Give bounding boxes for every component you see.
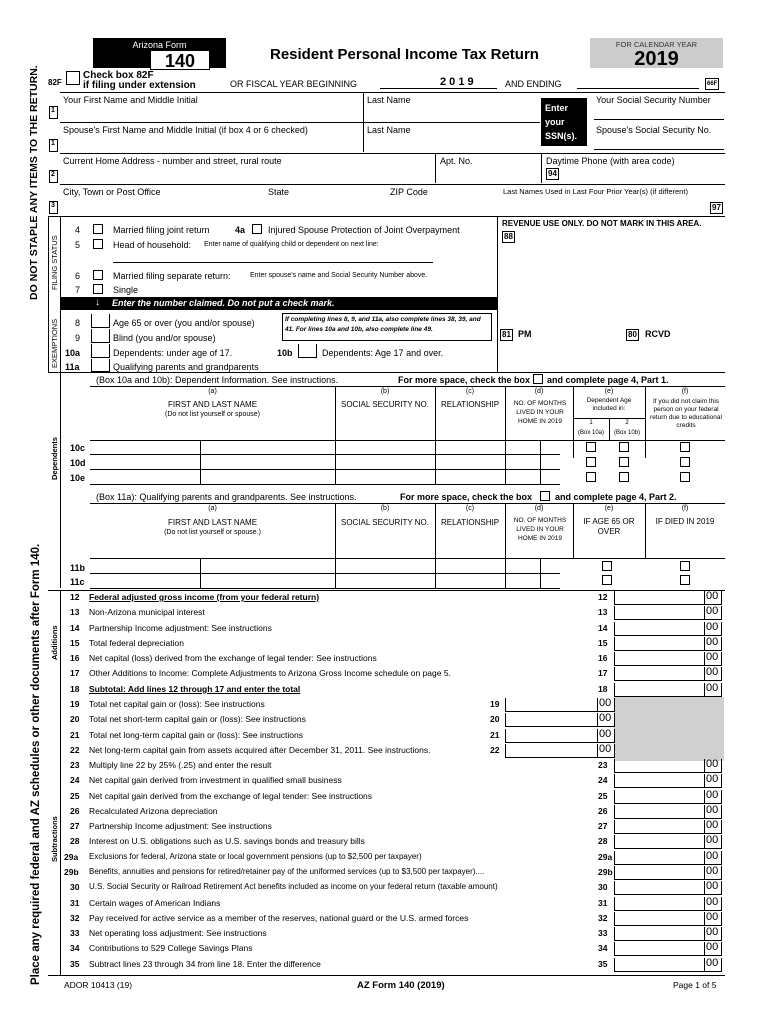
line-35-text: Subtract lines 23 through 34 from line 18. Enter the difference <box>89 958 321 969</box>
married-joint-checkbox[interactable] <box>93 224 103 234</box>
exemption-note: If completing lines 8, 9, and 11a, also complete lines 38, 39, and 41. For lines 10a and 10b, also complete line 49. <box>285 316 481 333</box>
parents-info: (Box 11a): Qualifying parents and grandparents. See instructions. <box>96 492 357 502</box>
line-21-box-num: 21 <box>490 729 500 740</box>
line-20-box-num: 20 <box>490 714 500 725</box>
par-col-a-sub: (Do not list yourself or spouse.) <box>164 529 261 536</box>
line-8-text: Age 65 or over (you and/or spouse) <box>113 318 255 328</box>
dep-col-b: (b) <box>380 388 390 395</box>
line-4-num: 4 <box>75 225 81 235</box>
line-29a-cents: 00 <box>706 849 719 862</box>
line-34-text: Contributions to 529 College Savings Plans <box>89 943 253 954</box>
rcvd-label: RCVD <box>645 329 671 339</box>
par-col-f-title: IF DIED IN 2019 <box>655 517 715 526</box>
line-12-num: 12 <box>70 592 80 602</box>
arrow-down-icon: ↓ <box>95 297 100 308</box>
par-11b-f-checkbox[interactable] <box>680 561 690 571</box>
dep-row-10d: 10d <box>70 458 86 468</box>
line-25-num: 25 <box>70 790 80 801</box>
line-32-box-num: 32 <box>598 912 608 923</box>
dep-row-10e: 10e <box>70 473 86 483</box>
dep-col-f: (f) <box>681 388 689 395</box>
dep-col-d-title: NO. OF MONTHS LIVED IN YOUR HOME IN 2019 <box>513 400 567 425</box>
extension-label-2: if filing under extension <box>83 80 196 91</box>
line-30-text: U.S. Social Security or Railroad Retirement Act benefits included as income on your federal return (taxable amount) <box>89 882 498 892</box>
par-11b-e-checkbox[interactable] <box>602 561 612 571</box>
dependents-info: (Box 10a and 10b): Dependent Information. See instructions. <box>96 375 339 385</box>
line-23-box-num: 23 <box>598 760 608 771</box>
fiscal-end-field[interactable] <box>577 77 699 89</box>
dep-col-a-sub: (Do not list yourself or spouse) <box>165 411 260 418</box>
line-25-text: Net capital gain derived from the exchange of legal tender: See instructions <box>89 790 373 801</box>
fiscal-begin-field[interactable] <box>380 77 497 89</box>
line-3-label: 3 <box>51 202 55 209</box>
line-10a-text: Dependents: under age of 17. <box>113 348 233 358</box>
line-34-num: 34 <box>70 943 80 954</box>
line-24-text: Net capital gain derived from investment in qualified small business <box>89 775 342 786</box>
dep-10d-f-checkbox[interactable] <box>680 457 690 467</box>
dep-10d-e2-checkbox[interactable] <box>619 457 629 467</box>
line-19-cents: 00 <box>599 696 612 709</box>
par-col-a: (a) <box>208 505 217 512</box>
dep-10e-e2-checkbox[interactable] <box>619 472 629 482</box>
line-1-spouse-label: 1 <box>51 140 55 147</box>
line-14-num: 14 <box>70 622 80 633</box>
margin-instruction: Place any required federal and AZ schedules or other documents after Form 140. <box>30 543 42 985</box>
extension-label: Check box 82F <box>83 70 154 81</box>
line-13-text: Non-Arizona municipal interest <box>89 607 205 618</box>
line-27-box-num: 27 <box>598 821 608 832</box>
apt-label: Apt. No. <box>440 156 473 166</box>
line-35-box-num: 35 <box>598 958 608 969</box>
line-28-text: Interest on U.S. obligations such as U.S. savings bonds and treasury bills <box>89 836 365 847</box>
par-col-f: (f) <box>681 505 689 512</box>
line-16-cents: 00 <box>706 651 719 664</box>
line-15-box-num: 15 <box>598 637 608 648</box>
line-15-num: 15 <box>70 637 80 648</box>
line-23-cents: 00 <box>706 758 719 771</box>
line-31-cents: 00 <box>706 895 719 908</box>
line-17-box-num: 17 <box>598 668 608 679</box>
line-18-cents: 00 <box>706 681 719 694</box>
calendar-year: 2019 <box>634 48 679 70</box>
dep-row-10c: 10c <box>70 443 86 453</box>
line-21-text: Total net long-term capital gain or (loss): See instructions <box>89 729 304 740</box>
line-22-text: Net long-term capital gain from assets acquired after December 31, 2011. See instructions. <box>89 744 431 755</box>
line-27-num: 27 <box>70 821 80 832</box>
line-33-text: Net operating loss adjustment: See instructions <box>89 928 267 939</box>
parents-more: For more space, check the box <box>400 492 533 502</box>
calendar-label: FOR CALENDAR YEAR <box>615 40 698 49</box>
line-27-cents: 00 <box>706 819 719 832</box>
box82-code: 82F <box>48 78 62 87</box>
revenue-notice: REVENUE USE ONLY. DO NOT MARK IN THIS AREA. <box>502 219 702 228</box>
line-17-num: 17 <box>70 668 80 679</box>
line-10b-text: Dependents: Age 17 and over. <box>322 348 444 358</box>
par-col-e-title: IF AGE 65 OR OVER <box>583 517 635 536</box>
line-22-num: 22 <box>70 744 80 755</box>
line-29b-box-num: 29b <box>598 867 613 878</box>
state-label: State <box>268 187 290 197</box>
dep-col-a-title: FIRST AND LAST NAME <box>167 400 258 409</box>
dep-col-b-title: SOCIAL SECURITY NO. <box>340 400 430 409</box>
line-14-box-num: 14 <box>598 622 608 633</box>
code-88: 88 <box>504 232 513 241</box>
footer-form-code: ADOR 10413 (19) <box>64 980 133 990</box>
code-80: 80 <box>628 330 637 339</box>
line-10a-num: 10a <box>65 348 81 358</box>
parents-more-checkbox[interactable] <box>540 491 550 501</box>
line-12-text: Federal adjusted gross income (from your federal return) <box>89 592 320 602</box>
line-29a-num: 29a <box>64 851 79 862</box>
line-2-label: 2 <box>51 171 55 178</box>
ssn-label: Your Social Security Number <box>596 95 711 105</box>
extension-checkbox[interactable] <box>66 71 80 85</box>
line-18-num: 18 <box>70 683 80 694</box>
footer-page: Page 1 of 5 <box>673 980 717 990</box>
injured-spouse-checkbox[interactable] <box>252 224 262 234</box>
line-5-text: Head of household: <box>113 240 192 250</box>
line-16-text: Net capital (loss) derived from the exchange of legal tender: See instructions <box>89 653 377 664</box>
shaded-area <box>614 697 724 761</box>
married-separate-checkbox[interactable] <box>93 270 103 280</box>
phone-label: Daytime Phone (with area code) <box>546 156 675 166</box>
line-17-text: Other Additions to Income: Complete Adjustments to Arizona Gross Income schedule on page 5. <box>89 668 451 679</box>
line-18-text: Subtotal: Add lines 12 through 17 and enter the total <box>89 683 301 694</box>
line-11a-num: 11a <box>65 362 80 372</box>
line-21-cents: 00 <box>599 727 612 740</box>
line-35-num: 35 <box>70 958 80 969</box>
dep-10e-e1-checkbox[interactable] <box>586 472 596 482</box>
par-11c-f-checkbox[interactable] <box>680 575 690 585</box>
last-name-label: Last Name <box>367 95 411 105</box>
code-97: 97 <box>712 203 721 212</box>
code-66f: 66F <box>705 78 719 90</box>
dep-10c-e1-checkbox[interactable] <box>586 442 596 452</box>
footer-form-name: AZ Form 140 (2019) <box>357 980 445 991</box>
line-29b-cents: 00 <box>706 865 719 878</box>
line-31-num: 31 <box>70 897 80 908</box>
ssn-field[interactable] <box>594 106 724 120</box>
line-21-num: 21 <box>70 729 80 740</box>
dep-col-e-2s: (Box 10b) <box>613 430 640 436</box>
line-31-box-num: 31 <box>598 897 608 908</box>
prior-names-label: Last Names Used in Last Four Prior Year(s) (if different) <box>503 187 688 196</box>
exemptions-label: EXEMPTIONS <box>50 318 59 368</box>
line-20-num: 20 <box>70 714 80 725</box>
line-12-cents: 00 <box>706 590 719 602</box>
line-27-text: Partnership Income adjustment: See instructions <box>89 821 272 832</box>
par-col-c: (c) <box>465 505 475 512</box>
spouse-ssn-label: Spouse's Social Security No. <box>596 125 712 135</box>
line-10b-num: 10b <box>277 348 293 358</box>
dep-10d-e1-checkbox[interactable] <box>586 457 596 467</box>
line-29a-text: Exclusions for federal, Arizona state or local government pensions (up to $2,500 per taxpayer) <box>89 851 422 861</box>
line-4-text: Married filing joint return <box>113 225 210 235</box>
line-6-num: 6 <box>75 271 81 281</box>
line-1-label: 1 <box>51 107 55 114</box>
par-col-b-title: SOCIAL SECURITY NO. <box>340 518 430 527</box>
line-15-cents: 00 <box>706 635 719 648</box>
line-26-text: Recalculated Arizona depreciation <box>89 805 218 816</box>
line-6-text: Married filing separate return: <box>113 271 231 281</box>
parents-more-2: and complete page 4, Part 2. <box>555 492 677 502</box>
form-number: 140 <box>150 50 210 70</box>
line-20-text: Total net short-term capital gain or (loss): See instructions <box>89 714 306 725</box>
line-13-box-num: 13 <box>598 607 608 618</box>
line-25-box-num: 25 <box>598 790 608 801</box>
line-24-box-num: 24 <box>598 775 608 786</box>
line-13-num: 13 <box>70 607 80 618</box>
line-4a-num: 4a <box>235 225 246 235</box>
line-14-text: Partnership Income adjustment: See instructions <box>89 622 272 633</box>
dependents-more: For more space, check the box <box>398 375 531 385</box>
par-11c-e-checkbox[interactable] <box>602 575 612 585</box>
line-20-cents: 00 <box>599 712 612 725</box>
ending-label: AND ENDING <box>505 79 562 89</box>
par-col-c-title: RELATIONSHIP <box>440 518 500 527</box>
address-label: Current Home Address - number and street, rural route <box>63 156 282 166</box>
line-33-box-num: 33 <box>598 928 608 939</box>
zip-label: ZIP Code <box>390 187 428 197</box>
spouse-ssn-field[interactable] <box>594 136 724 150</box>
dep-col-d: (d) <box>534 388 544 395</box>
par-row-11b: 11b <box>70 563 86 573</box>
line-18-box-num: 18 <box>598 683 608 694</box>
line-22-cents: 00 <box>599 742 612 755</box>
line-30-num: 30 <box>70 882 80 893</box>
code-94: 94 <box>548 169 557 178</box>
line-28-num: 28 <box>70 836 80 847</box>
line-4a-text: Injured Spouse Protection of Joint Overpayment <box>268 225 460 235</box>
line-9-text: Blind (you and/or spouse) <box>113 333 216 343</box>
line-29b-text: Benefits, annuities and pensions for retired/retainer pay of the uniformed services (up to $3,500 per taxpayer).... <box>89 867 485 877</box>
fiscal-label: OR FISCAL YEAR BEGINNING <box>230 79 358 89</box>
line-11a-field[interactable] <box>91 359 110 372</box>
line-32-cents: 00 <box>706 910 719 923</box>
dep-col-e-1s: (Box 10a) <box>577 430 604 436</box>
head-household-checkbox[interactable] <box>93 239 103 249</box>
spouse-name-label: Spouse's First Name and Middle Initial (if box 4 or 6 checked) <box>63 125 308 135</box>
line-29b-num: 29b <box>64 867 79 878</box>
line-29a-box-num: 29a <box>598 851 613 862</box>
line-12-box-num: 12 <box>598 592 608 602</box>
par-col-a-title: FIRST AND LAST NAME <box>167 518 258 527</box>
pm-label: PM <box>518 329 532 339</box>
line-8-num: 8 <box>75 318 81 328</box>
line-25-cents: 00 <box>706 788 719 801</box>
line-24-cents: 00 <box>706 773 719 786</box>
dep-col-e: (e) <box>604 388 614 395</box>
line-6-sub: Enter spouse's name and Social Security Number above. <box>250 272 428 279</box>
line-19-num: 19 <box>70 698 80 709</box>
dep-10c-e2-checkbox[interactable] <box>619 442 629 452</box>
dep-col-a: (a) <box>208 388 217 395</box>
par-row-11c: 11c <box>70 577 85 587</box>
line-28-box-num: 28 <box>598 836 608 847</box>
line-5-num: 5 <box>75 240 81 250</box>
dep-col-c-title: RELATIONSHIP <box>440 400 500 409</box>
dep-10c-f-checkbox[interactable] <box>680 442 690 452</box>
line-32-num: 32 <box>70 912 80 923</box>
line-32-text: Pay received for active service as a member of the reserves, national guard or the U.S. armed forces <box>89 912 469 923</box>
line-30-cents: 00 <box>706 880 719 893</box>
line-26-num: 26 <box>70 805 80 816</box>
line-19-text: Total net capital gain or (loss): See instructions <box>89 698 265 709</box>
dep-col-e-1: 1 <box>589 420 593 426</box>
line-7-text: Single <box>113 285 139 295</box>
code-81: 81 <box>502 330 511 339</box>
line-5-sub: Enter name of qualifying child or dependent on next line: <box>204 241 379 248</box>
line-35-cents: 00 <box>706 956 719 969</box>
filing-status-label: FILING STATUS <box>50 235 59 290</box>
margin-staple-warning: DO NOT STAPLE ANY ITEMS TO THE RETURN. <box>28 65 40 300</box>
line-33-num: 33 <box>70 928 80 939</box>
line-23-num: 23 <box>70 760 80 771</box>
line-26-box-num: 26 <box>598 805 608 816</box>
dep-col-e-title: Dependent Age included in: <box>586 397 632 412</box>
dependents-more-checkbox[interactable] <box>533 374 543 384</box>
par-col-e: (e) <box>604 505 614 512</box>
spouse-last-label: Last Name <box>367 125 411 135</box>
line-9-num: 9 <box>75 333 81 343</box>
line-10b-field[interactable] <box>298 344 317 358</box>
dep-col-e-2: 2 <box>625 420 629 426</box>
dependents-more-2: and complete page 4, Part 1. <box>547 375 669 385</box>
line-34-cents: 00 <box>706 941 719 954</box>
line-24-num: 24 <box>70 775 80 786</box>
line-34-box-num: 34 <box>598 943 608 954</box>
line-7-num: 7 <box>75 285 81 295</box>
city-label: City, Town or Post Office <box>63 187 161 197</box>
qualifying-name-field[interactable] <box>113 253 433 263</box>
dependents-label: Dependents <box>50 437 59 480</box>
line-8-field[interactable] <box>91 314 110 328</box>
dep-col-c: (c) <box>465 388 475 395</box>
par-col-d: (d) <box>534 505 544 512</box>
par-col-d-title: NO. OF MONTHS LIVED IN YOUR HOME IN 2019 <box>513 517 567 542</box>
line-30-box-num: 30 <box>598 882 608 893</box>
subtractions-label: Subtractions <box>50 816 59 862</box>
first-name-label: Your First Name and Middle Initial <box>63 95 198 105</box>
par-col-b: (b) <box>380 505 390 512</box>
form-label: Arizona Form <box>132 40 187 50</box>
line-31-text: Certain wages of American Indians <box>89 897 221 908</box>
dep-col-f-title: If you did not claim this person on your federal return due to educational credits <box>650 398 722 429</box>
line-16-num: 16 <box>70 653 80 664</box>
line-16-box-num: 16 <box>598 653 608 664</box>
line-26-cents: 00 <box>706 803 719 816</box>
single-checkbox[interactable] <box>93 284 103 294</box>
fiscal-year: 2 0 1 9 <box>440 76 474 88</box>
line-9-field[interactable] <box>91 329 110 343</box>
line-22-box-num: 22 <box>490 744 500 755</box>
page-title: Resident Personal Income Tax Return <box>270 46 539 63</box>
line-10a-field[interactable] <box>91 344 110 358</box>
line-19-box-num: 19 <box>490 698 500 709</box>
enter-ssn: Enter your SSN(s). <box>545 103 578 141</box>
line-17-cents: 00 <box>706 666 719 679</box>
line-14-cents: 00 <box>706 620 719 633</box>
dep-10e-f-checkbox[interactable] <box>680 472 690 482</box>
line-13-cents: 00 <box>706 605 719 618</box>
line-28-cents: 00 <box>706 834 719 847</box>
additions-label: Additions <box>50 625 59 660</box>
exemptions-banner-text: Enter the number claimed. Do not put a check mark. <box>112 298 335 308</box>
line-11a-text: Qualifying parents and grandparents <box>113 362 259 372</box>
line-33-cents: 00 <box>706 926 719 939</box>
line-23-text: Multiply line 22 by 25% (.25) and enter the result <box>89 760 272 771</box>
line-15-text: Total federal depreciation <box>89 637 184 648</box>
